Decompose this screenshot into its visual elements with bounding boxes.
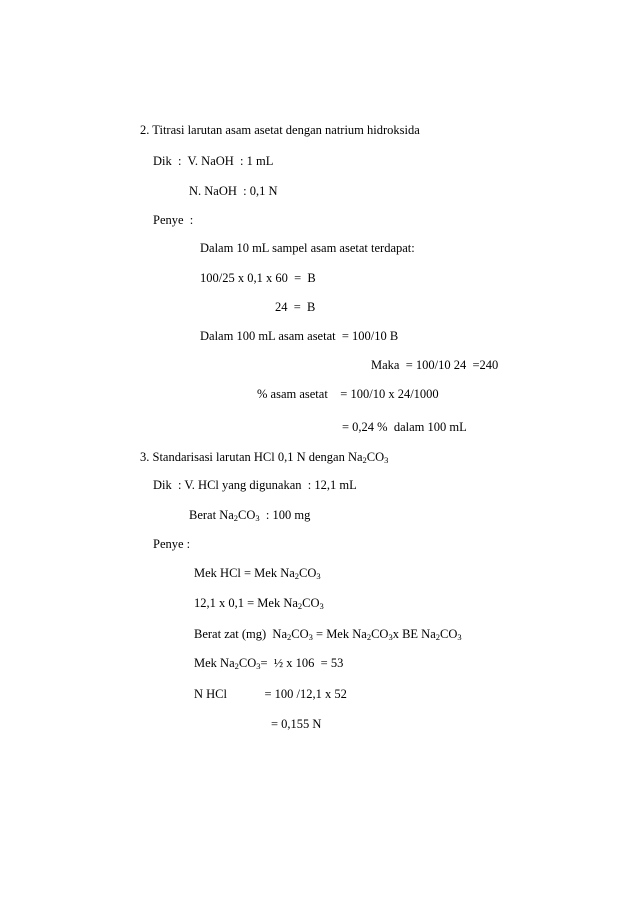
subscript-2: 2 [233, 513, 239, 523]
subscript-2: 2 [435, 632, 440, 642]
section-3-heading-text: 3. Standarisasi larutan HCl 0,1 N dengan Na [140, 450, 363, 464]
section-2-line-4: Dalam 100 mL asam asetat = 100/10 B [200, 329, 399, 343]
line-3-equals: = Mek Na [312, 627, 367, 641]
section-2-line-2: 100/25 x 0,1 x 60 = B [200, 271, 316, 285]
section-2-penye-label: Penye : [153, 213, 194, 227]
formula-co: CO [366, 450, 385, 464]
subscript-2: 2 [294, 571, 300, 581]
line-1-text: Mek HCl = Mek Na [194, 566, 295, 580]
subscript-3: 3 [319, 601, 324, 611]
subscript-2: 2 [234, 661, 239, 671]
section-2-line-5: Maka = 100/10 24 =240 [371, 358, 499, 372]
formula-co: CO [299, 566, 317, 580]
section-3-line-4 [194, 655, 343, 671]
formula-co: CO [238, 508, 256, 522]
subscript-3: 3 [457, 632, 462, 642]
section-3-line-1 [194, 565, 321, 581]
section-2-dik-normality: N. NaOH : 0,1 N [189, 184, 278, 198]
line-4-text: Mek Na [194, 656, 235, 670]
subscript-3: 3 [384, 455, 389, 465]
section-3-dik-volume: Dik : V. HCl yang digunakan : 12,1 mL [153, 478, 357, 492]
line-2-text: 12,1 x 0,1 = Mek Na [194, 596, 298, 610]
formula-co: CO [302, 596, 320, 610]
subscript-2: 2 [297, 601, 303, 611]
section-3-heading [140, 449, 388, 465]
line-3-text: Berat zat (mg) Na [194, 627, 288, 641]
berat-label: Berat Na [189, 508, 234, 522]
section-3-penye-label: Penye : [153, 537, 191, 551]
formula-co: CO [371, 627, 389, 641]
section-2-dik-volume: Dik : V. NaOH : 1 mL [153, 154, 274, 168]
line-3-be: x BE Na [392, 627, 436, 641]
formula-co: CO [440, 627, 458, 641]
berat-value: : 100 mg [259, 508, 311, 522]
subscript-3: 3 [316, 571, 321, 581]
subscript-3: 3 [255, 513, 260, 523]
subscript-3: 3 [388, 632, 393, 642]
formula-co: CO [291, 627, 309, 641]
line-4-value: = ½ x 106 = 53 [260, 656, 344, 670]
section-3-line-5: N HCl = 100 /12,1 x 52 [194, 687, 347, 701]
subscript-2: 2 [362, 455, 367, 465]
subscript-2: 2 [287, 632, 292, 642]
section-3-line-3 [194, 626, 462, 642]
section-3-dik-berat [189, 507, 310, 523]
section-3-line-2 [194, 595, 324, 611]
section-2-line-1: Dalam 10 mL sampel asam asetat terdapat: [200, 241, 415, 255]
formula-co: CO [238, 656, 257, 670]
section-2-line-3: 24 = B [275, 300, 316, 314]
section-2-heading: 2. Titrasi larutan asam asetat dengan natrium hidroksida [140, 123, 420, 137]
section-2-line-7: = 0,24 % dalam 100 mL [342, 420, 467, 434]
section-3-line-6: = 0,155 N [271, 717, 322, 731]
subscript-3: 3 [256, 661, 261, 671]
subscript-3: 3 [308, 632, 313, 642]
subscript-2: 2 [366, 632, 372, 642]
section-2-line-6: % asam asetat = 100/10 x 24/1000 [257, 387, 439, 401]
